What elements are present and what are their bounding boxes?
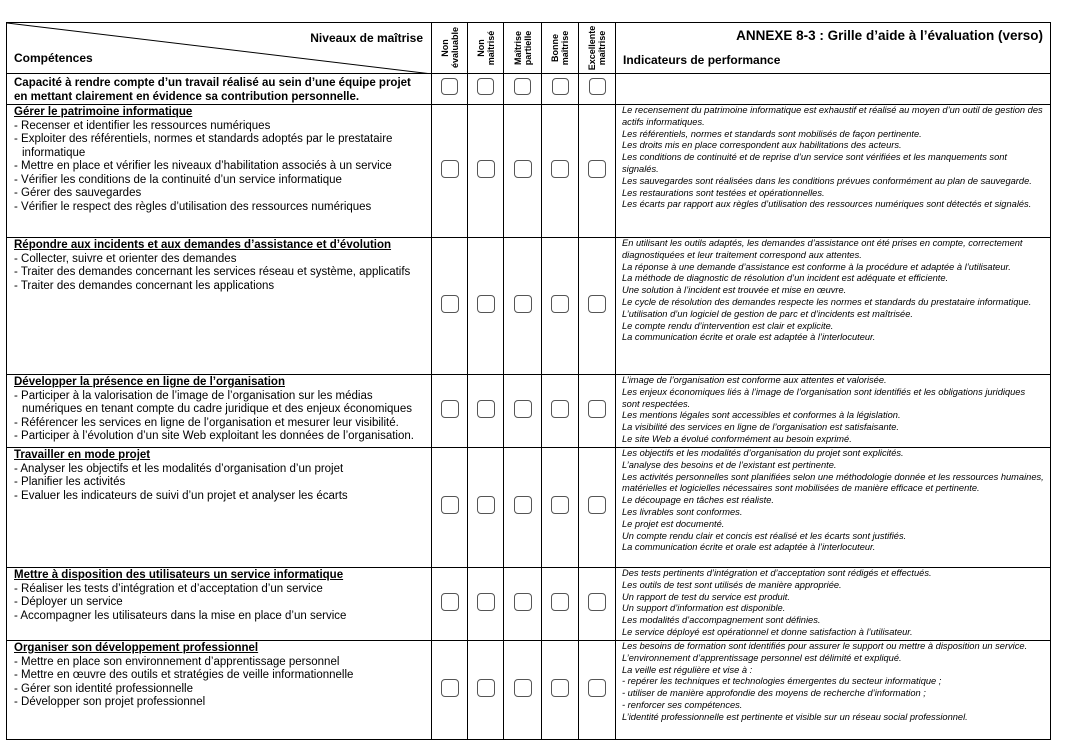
activity-item [14,596,425,610]
indicators-cell [616,448,1051,568]
indicator-text: L’identité professionnelle est pertinente et visible sur un réseau social professionnel. [622,711,968,722]
indicator-text: - utiliser de manière approfondie des moyens de recherche d’information ; [622,688,926,699]
checkbox-excellente-maitrise[interactable] [588,593,606,611]
competence-row [7,238,1051,375]
competence-cell [7,641,432,740]
indicator-text: Les sauvegardes sont réalisées dans les conditions prévues conformément au plan de sauvegarde. [622,175,1032,186]
indicator-text: En utilisant les outils adaptés, les demandes d’assistance ont été prises en compte, correctement diagnostiquées et leur traitement correspond aux attentes. [622,238,1023,260]
indicator-text: Les modalités d’accompagnement sont définies. [622,615,821,626]
activity-text: Participer à l’évolution d’un site Web exploitant les données de l’organisation. [21,430,414,442]
col-maitrise-partielle: Maîtrise partielle [504,23,542,74]
indicator-text: L’image de l’organisation est conforme aux attentes et valorisée. [622,375,887,385]
competence-cell [7,105,432,238]
activity-list [14,253,425,294]
indicators-cell [616,105,1051,238]
indicator-text: Les enjeux économiques liés à l’image de l’organisation sont identifiés et les obligations juridiques sont respectées. [622,386,1026,409]
checkbox-maitrise-partielle[interactable] [514,160,532,178]
checkbox-bonne-maitrise[interactable] [551,400,569,418]
competence-title: Répondre aux incidents et aux demandes d’assistance et d’évolution [14,239,392,251]
indicator-text: Une solution à l’incident est trouvée et mise en œuvre. [622,285,847,296]
checkbox-maitrise-partielle[interactable] [514,496,532,514]
checkbox-bonne-maitrise[interactable] [551,593,569,611]
indicator-text: Le découpage en tâches est réaliste. [622,495,774,506]
activity-item [14,266,425,280]
indicator-text: Des tests pertinents d’intégration et d’acceptation sont rédigés et effectués. [622,568,932,578]
indicator-text: Les référentiels, normes et standards sont mobilisés de façon pertinente. [622,128,922,139]
activity-text: Vérifier le respect des règles d’utilisation des ressources numériques [21,200,372,213]
evaluation-grid [6,22,1051,740]
activity-item [14,280,425,294]
activity-item [14,610,425,624]
activity-item [14,476,425,490]
checkbox-maitrise-partielle[interactable] [514,593,532,611]
checkbox-non-evaluable[interactable] [441,78,458,95]
indicators-cell [616,641,1051,740]
activity-item [14,120,425,134]
checkbox-maitrise-partielle[interactable] [514,400,532,418]
checkbox-excellente-maitrise[interactable] [589,78,606,95]
activity-item [14,683,425,697]
activity-text: Traiter des demandes concernant les applications [20,279,275,292]
checkbox-maitrise-partielle[interactable] [514,295,532,313]
checkbox-bonne-maitrise[interactable] [552,78,569,95]
activity-text: Gérer son identité professionnelle [21,682,193,695]
activity-text: Collecter, suivre et orienter des demandes [21,252,237,265]
checkbox-non-maitrise[interactable] [477,496,495,514]
competence-title: Mettre à disposition des utilisateurs un service informatique [14,569,344,581]
competence-title: Gérer le patrimoine informatique [14,106,193,118]
competences-label: Compétences [14,51,93,65]
activity-text: Traiter des demandes concernant les services réseau et système, applicatifs [20,266,411,278]
activity-text: Déployer un service [21,596,123,608]
activity-item [14,160,425,174]
competence-cell [7,238,432,375]
indicator-text: La méthode de diagnostic de résolution d’un incident est adéquate et efficiente. [622,273,949,284]
indicator-text: La communication écrite et orale est adaptée à l’interlocuteur. [622,542,876,553]
activity-text: Mettre en place et vérifier les niveaux d’habilitation associés à un service [21,160,392,172]
activity-list [14,463,425,504]
indicator-text: Les besoins de formation sont identifiés pour assurer le support ou mettre à disposition un service. [622,641,1028,651]
indicator-text: Le projet est documenté. [622,518,725,529]
competence-row [7,105,1051,238]
col-non-evaluable: Non évaluable [432,23,468,74]
activity-item [14,583,425,597]
col-bonne-maitrise: Bonne maîtrise [542,23,579,74]
indicator-text: Les mentions légales sont accessibles et conformes à la législation. [622,410,901,421]
indicator-text: - repérer les techniques et technologies émergentes du secteur informatique ; [622,676,942,687]
indicator-text: Les livrables sont conformes. [622,506,743,517]
competence-cell [7,375,432,448]
competence-cell [7,568,432,641]
activity-item [14,696,425,710]
intro-text: Capacité à rendre compte d’un travail réalisé au sein d’une équipe projet en mettant clairement en évidence sa contribution personnelle. [14,77,411,103]
indicator-text: - renforcer ses compétences. [622,699,743,710]
indicator-text: La réponse à une demande d’assistance est conforme à la procédure et adaptée à l’utilisateur. [622,261,1011,272]
indicator-text: Les droits mis en place correspondent aux habilitations des acteurs. [622,140,902,151]
annex-title: ANNEXE 8-3 : Grille d’aide à l’évaluation (verso) [736,28,1043,43]
activity-item [14,490,425,504]
checkbox-excellente-maitrise[interactable] [588,160,606,178]
indicators-cell [616,238,1051,375]
activity-text: Mettre en place son environnement d’apprentissage personnel [21,655,340,668]
indicator-text: Les restaurations sont testées et opérationnelles. [622,187,825,198]
checkbox-excellente-maitrise[interactable] [588,295,606,313]
activity-item [14,417,425,431]
indicator-text: Un support d’information est disponible. [622,603,786,614]
checkbox-non-maitrise[interactable] [477,78,494,95]
checkbox-non-evaluable[interactable] [441,593,459,611]
activity-item [14,187,425,201]
checkbox-maitrise-partielle[interactable] [514,78,531,95]
activity-list [14,656,425,710]
levels-label: Niveaux de maîtrise [310,31,423,45]
competence-title: Travailler en mode projet [14,449,151,461]
competence-row [7,641,1051,740]
activity-text: Exploiter des référentiels, normes et standards adoptés par le prestataire informatique [21,133,393,159]
competence-title: Développer la présence en ligne de l’organisation [14,376,285,388]
activity-text: Evaluer les indicateurs de suivi d’un projet et analyser les écarts [21,489,348,502]
indicator-text: L’analyse des besoins et de l’existant est pertinente. [622,459,837,470]
competence-row [7,448,1051,568]
header-diagonal-cell [7,23,432,74]
col-non-maitrise: Non maîtrisé [468,23,504,74]
indicator-text: Un rapport de test du service est produit. [622,591,790,602]
indicator-text: Le compte rendu d’intervention est clair et explicite. [622,320,834,331]
competence-row [7,568,1051,641]
checkbox-non-maitrise[interactable] [477,400,495,418]
activity-text: Recenser et identifier les ressources numériques [21,119,271,132]
checkbox-non-evaluable[interactable] [441,400,459,418]
activity-item [14,174,425,188]
intro-row [7,74,1051,105]
col-excellente-maitrise: Excellente maîtrise [579,23,616,74]
annex-header-cell [616,23,1051,74]
indicators-label: Indicateurs de performance [623,53,781,67]
activity-item [14,133,425,160]
checkbox-non-evaluable[interactable] [441,160,459,178]
activity-list [14,390,425,444]
activity-item [14,201,425,215]
indicator-text: Les outils de test sont utilisés de manière appropriée. [622,579,842,590]
competence-title: Organiser son développement professionnel [14,642,259,654]
checkbox-excellente-maitrise[interactable] [588,679,606,697]
intro-indicators-empty [616,74,1051,105]
header-row [7,23,1051,74]
activity-list [14,120,425,215]
indicators-cell [616,375,1051,448]
activity-item [14,463,425,477]
checkbox-non-maitrise[interactable] [477,160,495,178]
checkbox-non-maitrise[interactable] [477,593,495,611]
activity-text: Vérifier les conditions de la continuité d’un service informatique [21,173,342,186]
checkbox-bonne-maitrise[interactable] [551,295,569,313]
indicator-text: L’utilisation d’un logiciel de gestion de parc et d’incidents est maîtrisée. [622,308,913,319]
activity-text: Planifier les activités [21,476,126,488]
activity-text: Accompagner les utilisateurs dans la mise en place d’un service [20,609,347,622]
checkbox-maitrise-partielle[interactable] [514,679,532,697]
activity-text: Référencer les services en ligne de l’organisation et mesurer leur visibilité. [21,416,399,429]
checkbox-bonne-maitrise[interactable] [551,160,569,178]
checkbox-non-evaluable[interactable] [441,295,459,313]
checkbox-non-maitrise[interactable] [477,295,495,313]
activity-text: Gérer des sauvegardes [21,187,142,199]
indicator-text: Les objectifs et les modalités d’organisation du projet sont explicités. [622,448,904,458]
competence-cell [7,448,432,568]
checkbox-excellente-maitrise[interactable] [588,400,606,418]
indicator-text: La visibilité des services en ligne de l’organisation est satisfaisante. [622,422,899,433]
activity-text: Réaliser les tests d’intégration et d’acceptation d’un service [21,582,323,595]
indicator-text: La veille est régulière et vise à : [622,664,753,675]
activity-text: Analyser les objectifs et les modalités d’organisation d’un projet [20,462,344,475]
activity-item [14,669,425,683]
activity-text: Développer son projet professionnel [21,696,206,708]
checkbox-non-maitrise[interactable] [477,679,495,697]
checkbox-excellente-maitrise[interactable] [588,496,606,514]
indicator-text: Les écarts par rapport aux règles d’utilisation des ressources numériques sont détectés et signalés. [622,199,1032,210]
indicator-text: Les activités personnelles sont planifiées selon une méthodologie donnée et les ressources humaines, matérielles et logicielles nécessaires sont mobilisées de manière efficace et pertinente. [622,471,1044,494]
checkbox-non-evaluable[interactable] [441,496,459,514]
activity-item [14,430,425,444]
checkbox-non-evaluable[interactable] [441,679,459,697]
indicator-text: Le service déployé est opérationnel et donne satisfaction à l’utilisateur. [622,626,913,637]
activity-text: Participer à la valorisation de l’image de l’organisation sur les médias numériques en tenant compte du cadre juridique et des enjeux économiques [21,389,412,415]
activity-item [14,390,425,417]
activity-item [14,253,425,267]
checkbox-bonne-maitrise[interactable] [551,496,569,514]
competence-row [7,375,1051,448]
activity-item [14,656,425,670]
indicator-text: Le site Web a évolué conformément au besoin exprimé. [622,433,852,444]
checkbox-bonne-maitrise[interactable] [551,679,569,697]
indicator-text: L’environnement d’apprentissage personnel est délimité et expliqué. [622,652,902,663]
indicator-text: La communication écrite et orale est adaptée à l’interlocuteur. [622,332,876,343]
indicator-text: Un compte rendu clair et concis est réalisé et les écarts sont justifiés. [622,530,907,541]
indicator-text: Le cycle de résolution des demandes respecte les normes et standards du prestataire informatique. [622,296,1032,307]
activity-list [14,583,425,624]
indicator-text: Le recensement du patrimoine informatique est exhaustif et réalisé au moyen d’un outil de gestion des actifs informatiques. [622,105,1043,127]
activity-text: Mettre en œuvre des outils et stratégies de veille informationnelle [21,669,354,681]
indicators-cell [616,568,1051,641]
indicator-text: Les conditions de continuité et de reprise d’un service sont vérifiées et les manquements sont signalés. [622,152,1008,174]
